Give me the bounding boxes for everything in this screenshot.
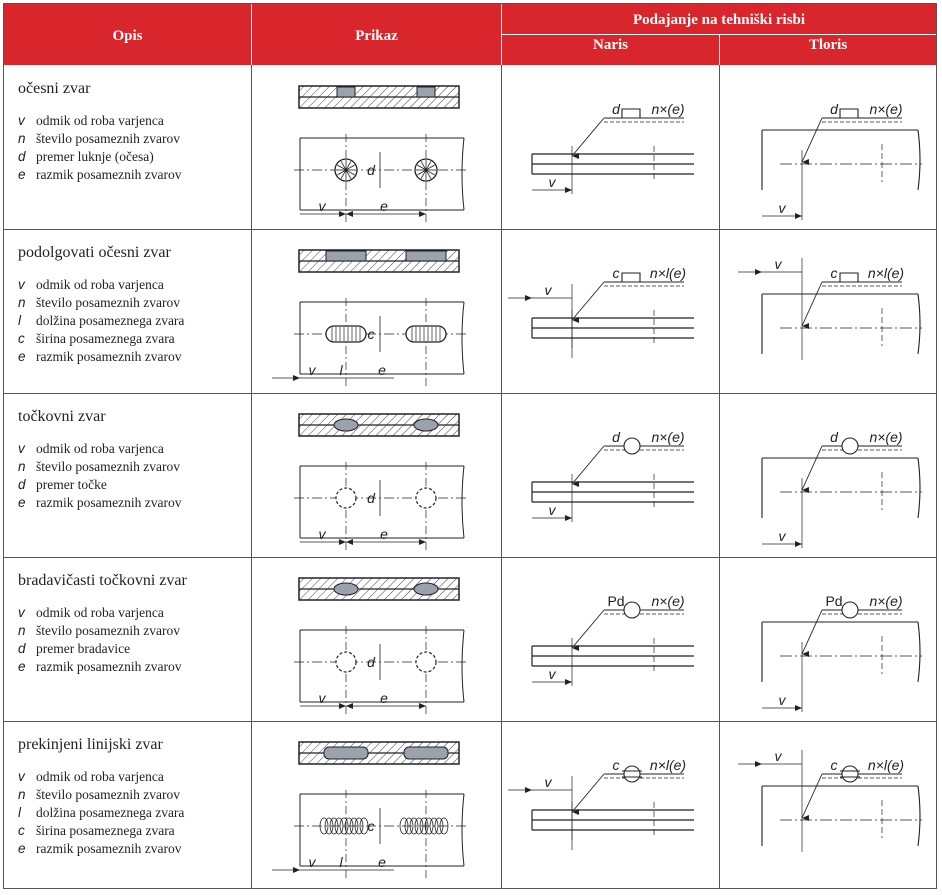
- list-item: v odmik od roba varjenca: [18, 277, 164, 292]
- dim-label-v: v: [308, 362, 316, 378]
- list-item: n število posameznih zvarov: [18, 131, 180, 146]
- header-podajanje: Podajanje na tehniški risbi: [632, 12, 806, 28]
- weld-symbol: [842, 766, 858, 782]
- leader-line: [802, 282, 822, 326]
- header-prikaz: Prikaz: [355, 28, 398, 44]
- dim-label-vertical: c: [367, 326, 375, 342]
- weld-section: [417, 87, 435, 97]
- weld-symbol-prefix: d: [830, 101, 838, 117]
- weld-symbol-prefix: c: [830, 265, 838, 281]
- weld-hole: [335, 159, 357, 181]
- table-header: [4, 4, 936, 65]
- row-4-naris: [504, 560, 716, 720]
- list-item: e razmik posameznih zvarov: [18, 349, 182, 364]
- weld-symbol-suffix: n×(e): [869, 593, 903, 609]
- list-item: e razmik posameznih zvarov: [18, 841, 182, 856]
- edge-view: [532, 482, 694, 502]
- dim-label-e: e: [380, 526, 388, 542]
- weld-symbol: [622, 109, 640, 118]
- dim-label-vertical: c: [367, 818, 375, 834]
- weld-spot: [416, 652, 436, 672]
- row-3-description: [18, 408, 248, 512]
- header-tloris: Tloris: [808, 37, 848, 53]
- weld-symbol: [842, 602, 858, 618]
- dim-label-e: e: [380, 690, 388, 706]
- dim-label-e: e: [380, 198, 388, 214]
- row-4-prikaz: [254, 560, 499, 720]
- weld-spot: [336, 652, 356, 672]
- list-item: v odmik od roba varjenca: [18, 113, 164, 128]
- weld-symbol: [842, 438, 858, 454]
- leader-line: [572, 446, 604, 484]
- list-item: n število posameznih zvarov: [18, 787, 180, 802]
- weld-symbol-prefix: Pd: [607, 593, 625, 609]
- edge-view: [532, 318, 694, 338]
- edge-view: [532, 154, 694, 174]
- dim-label-l: l: [339, 854, 343, 870]
- dim-label-vertical: d: [367, 162, 375, 178]
- row-1-naris: [504, 68, 716, 228]
- dim-label-v: v: [548, 502, 556, 518]
- list-item: v odmik od roba varjenca: [18, 605, 164, 620]
- row-title: podolgovati očesni zvar: [18, 244, 171, 261]
- weld-hole: [415, 159, 437, 181]
- list-item: d premer bradavice: [18, 641, 131, 656]
- weld-symbol: [840, 273, 858, 282]
- row-1-tloris: [722, 68, 934, 228]
- dim-label-v: v: [318, 526, 326, 542]
- weld-symbol-suffix: n×(e): [651, 101, 685, 117]
- weld-symbol-prefix: d: [830, 429, 838, 445]
- list-item: d premer točke: [18, 477, 107, 492]
- weld-symbol-suffix: n×(e): [869, 101, 903, 117]
- row-2-description: [18, 244, 248, 366]
- row-2-prikaz: [254, 232, 499, 392]
- dim-label-e: e: [378, 854, 386, 870]
- row-title: očesni zvar: [18, 80, 91, 97]
- row-title: prekinjeni linijski zvar: [18, 736, 163, 753]
- list-item: v odmik od roba varjenca: [18, 441, 164, 456]
- dim-label-v: v: [318, 690, 326, 706]
- weld-section: [324, 747, 368, 759]
- weld-symbol: [624, 602, 640, 618]
- weld-section: [414, 419, 438, 431]
- weld-symbol-prefix: d: [612, 101, 620, 117]
- row-4-description: [18, 572, 248, 676]
- weld-symbol-prefix: d: [612, 429, 620, 445]
- row-3-tloris: [722, 396, 934, 556]
- row-1-description: [18, 80, 248, 184]
- row-5-prikaz: [254, 724, 499, 884]
- weld-symbol-suffix: n×l(e): [867, 265, 905, 281]
- weld-symbol-suffix: n×(e): [651, 593, 685, 609]
- plan-outline: [762, 786, 920, 846]
- weld-symbol-suffix: n×l(e): [649, 265, 687, 281]
- row-5-tloris: [722, 724, 934, 884]
- row-title: točkovni zvar: [18, 408, 106, 425]
- plan-outline: [762, 130, 920, 190]
- leader-line: [802, 774, 822, 818]
- list-item: e razmik posameznih zvarov: [18, 495, 182, 510]
- weld-symbol-suffix: n×(e): [651, 429, 685, 445]
- list-item: e razmik posameznih zvarov: [18, 167, 182, 182]
- dim-label-v: v: [544, 774, 552, 790]
- leader-line: [572, 774, 604, 812]
- row-3-naris: [504, 396, 716, 556]
- weld-symbol-prefix: Pd: [825, 593, 843, 609]
- weld-symbol: [624, 438, 640, 454]
- list-item: v odmik od roba varjenca: [18, 769, 164, 784]
- leader-line: [572, 118, 604, 156]
- weld-section: [334, 419, 358, 431]
- row-title: bradavičasti točkovni zvar: [18, 572, 187, 589]
- row-3-prikaz: [254, 396, 499, 556]
- weld-symbol: [840, 109, 858, 118]
- row-2-tloris: [722, 232, 934, 392]
- edge-view: [532, 810, 694, 830]
- row-5-naris: [504, 724, 716, 884]
- weld-spot: [416, 488, 436, 508]
- weld-section: [406, 251, 446, 261]
- list-item: c širina posameznega zvara: [18, 331, 175, 346]
- weld-symbol-suffix: n×l(e): [867, 757, 905, 773]
- weld-section: [337, 87, 355, 97]
- header-opis: Opis: [112, 28, 143, 44]
- weld-symbol: [624, 766, 640, 782]
- weld-section: [326, 251, 366, 261]
- weld-table: [3, 3, 937, 889]
- list-item: n število posameznih zvarov: [18, 459, 180, 474]
- list-item: l dolžina posameznega zvara: [18, 313, 185, 328]
- row-1-prikaz: [254, 68, 499, 228]
- list-item: l dolžina posameznega zvara: [18, 805, 185, 820]
- dim-label-v: v: [774, 748, 782, 764]
- dim-label-v: v: [774, 256, 782, 272]
- dim-label-v: v: [308, 854, 316, 870]
- weld-section: [414, 583, 438, 595]
- header-naris: Naris: [593, 37, 628, 53]
- edge-view: [532, 646, 694, 666]
- weld-spot: [336, 488, 356, 508]
- list-item: e razmik posameznih zvarov: [18, 659, 182, 674]
- leader-line: [802, 118, 822, 162]
- weld-section: [334, 583, 358, 595]
- weld-symbol: [622, 273, 640, 282]
- leader-line: [572, 610, 604, 648]
- dim-label-v: v: [544, 282, 552, 298]
- dim-label-vertical: d: [367, 654, 375, 670]
- weld-symbol-prefix: c: [612, 265, 620, 281]
- row-2-naris: [504, 232, 716, 392]
- weld-symbol-prefix: c: [830, 757, 838, 773]
- row-4-tloris: [722, 560, 934, 720]
- row-5-description: [18, 736, 248, 858]
- weld-section: [404, 747, 448, 759]
- leader-line: [802, 610, 822, 654]
- list-item: n število posameznih zvarov: [18, 623, 180, 638]
- leader-line: [802, 446, 822, 490]
- plan-outline: [762, 294, 920, 354]
- leader-line: [572, 282, 604, 320]
- dim-label-e: e: [378, 362, 386, 378]
- weld-symbol-suffix: n×l(e): [649, 757, 687, 773]
- list-item: c širina posameznega zvara: [18, 823, 175, 838]
- list-item: n število posameznih zvarov: [18, 295, 180, 310]
- dim-label-v: v: [778, 528, 786, 544]
- list-item: d premer luknje (očesa): [18, 149, 154, 164]
- weld-symbol-suffix: n×(e): [869, 429, 903, 445]
- plan-outline: [762, 622, 920, 682]
- dim-label-l: l: [339, 362, 343, 378]
- dim-label-v: v: [778, 200, 786, 216]
- dim-label-v: v: [548, 666, 556, 682]
- plan-outline: [762, 458, 920, 518]
- dim-label-v: v: [318, 198, 326, 214]
- dim-label-v: v: [548, 174, 556, 190]
- dim-label-v: v: [778, 692, 786, 708]
- weld-symbol-prefix: c: [612, 757, 620, 773]
- dim-label-vertical: d: [367, 490, 375, 506]
